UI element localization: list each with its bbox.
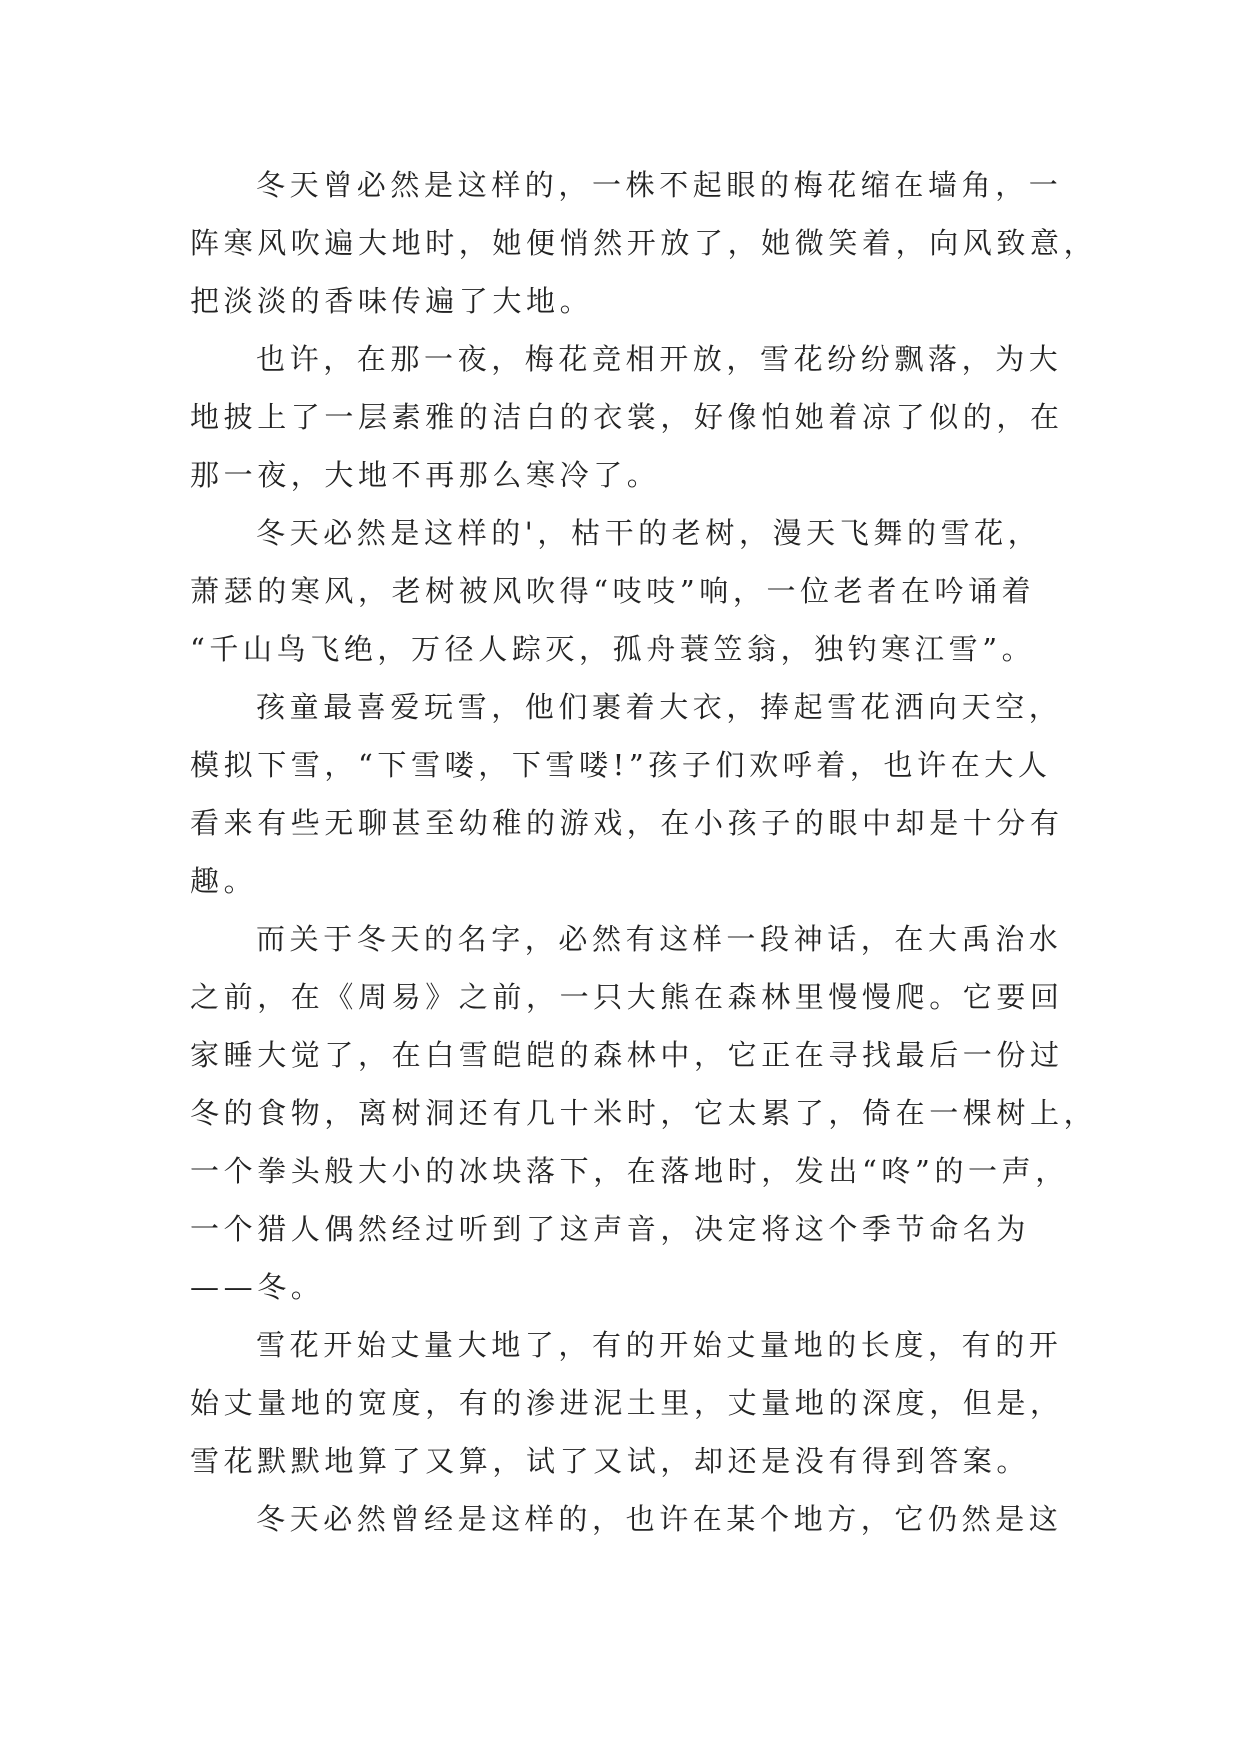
article-body <box>190 156 1098 1548</box>
text-line: 一个猎人偶然经过听到了这声音，决定将这个季节命名为 <box>190 1212 1031 1246</box>
text-line: 之前，在《周易》之前，一只大熊在森林里慢慢爬。它要回 <box>190 980 1064 1014</box>
text-line: 冬天必然是这样的'，枯干的老树，漫天飞舞的雪花， <box>256 516 1042 550</box>
paragraph <box>190 504 1050 678</box>
text-line: 地披上了一层素雅的洁白的衣裳，好像怕她着凉了似的，在 <box>190 400 1064 434</box>
text-line: 一个拳头般大小的冰块落下，在落地时，发出“咚”的一声， <box>190 1154 1069 1188</box>
text-line: 而关于冬天的名字，必然有这样一段神话，在大禹治水 <box>256 922 1063 956</box>
text-line: 冬的食物，离树洞还有几十米时，它太累了，倚在一棵树上， <box>190 1096 1098 1130</box>
text-line: 趣。 <box>190 864 258 898</box>
text-line: 始丈量地的宽度，有的渗进泥土里，丈量地的深度，但是， <box>190 1386 1064 1420</box>
text-line: 冬天必然曾经是这样的，也许在某个地方，它仍然是这 <box>256 1502 1063 1536</box>
text-line: 家睡大觉了，在白雪皑皑的森林中，它正在寻找最后一份过 <box>190 1038 1064 1072</box>
text-line: 把淡淡的香味传遍了大地。 <box>190 284 594 318</box>
paragraph <box>190 1316 1064 1490</box>
text-line: 雪花开始丈量大地了，有的开始丈量地的长度，有的开 <box>256 1328 1063 1362</box>
paragraph <box>190 910 1098 1316</box>
text-line: 阵寒风吹遍大地时，她便悄然开放了，她微笑着，向风致意， <box>190 226 1098 260</box>
paragraph <box>190 330 1064 504</box>
text-line: 也许，在那一夜，梅花竞相开放，雪花纷纷飘落，为大 <box>256 342 1063 376</box>
text-line: 雪花默默地算了又算，试了又试，却还是没有得到答案。 <box>190 1444 1031 1478</box>
text-line: 孩童最喜爱玩雪，他们裹着大衣，捧起雪花洒向天空， <box>256 690 1063 724</box>
text-line: 模拟下雪，“下雪喽，下雪喽!”孩子们欢呼着，也许在大人 <box>190 748 1052 782</box>
text-line: ——冬。 <box>190 1270 325 1304</box>
paragraph <box>190 1490 1063 1548</box>
text-line: 冬天曾必然是这样的，一株不起眼的梅花缩在墙角，一 <box>256 168 1063 202</box>
text-line: 萧瑟的寒风，老树被风吹得“吱吱”响，一位老者在吟诵着 <box>190 574 1036 608</box>
text-line: 看来有些无聊甚至幼稚的游戏，在小孩子的眼中却是十分有 <box>190 806 1064 840</box>
text-line: “千山鸟飞绝，万径人踪灭，孤舟蓑笠翁，独钓寒江雪”。 <box>190 632 1036 666</box>
paragraph <box>190 678 1064 910</box>
text-line: 那一夜，大地不再那么寒冷了。 <box>190 458 661 492</box>
paragraph <box>190 156 1098 330</box>
